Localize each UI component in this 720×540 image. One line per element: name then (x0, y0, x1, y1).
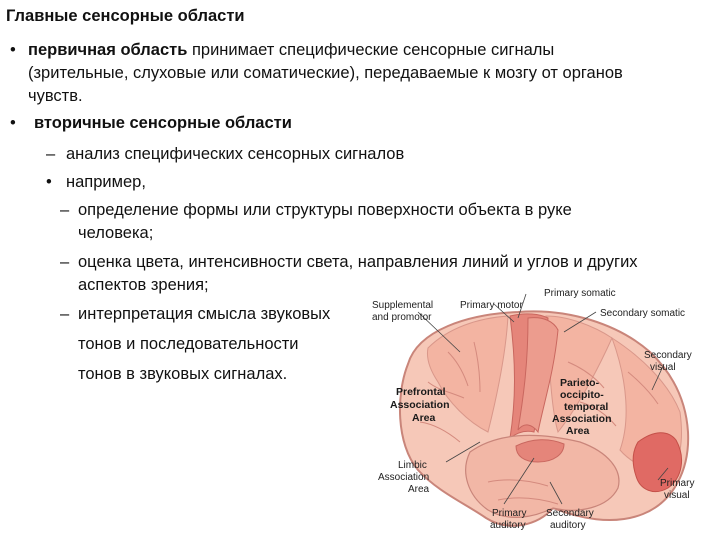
slide-title: Главные сенсорные области (6, 7, 245, 25)
label-parieto-5: Area (566, 425, 590, 437)
bullet-text: чувств. (28, 87, 83, 105)
term-secondary-areas: вторичные сенсорные области (34, 114, 292, 132)
example-text: интерпретация смысла звуковых (78, 305, 331, 323)
label-parieto-1: Parieto- (560, 377, 600, 389)
dash-marker: – (60, 305, 70, 323)
bullet-text: (зрительные, слуховые или соматические), передаваемые к мозгу от органов (28, 64, 623, 82)
example-text: оценка цвета, интенсивности света, направления линий и углов и других (78, 253, 638, 271)
label-prefrontal-3: Area (412, 412, 436, 424)
example-text: тонов в звуковых сигналах. (78, 365, 288, 383)
example-text: аспектов зрения; (78, 276, 209, 294)
label-limbic-2: Association (378, 472, 430, 483)
label-primary-visual-1: Primary (660, 478, 695, 489)
dash-marker: – (46, 145, 56, 163)
dash-marker: – (60, 253, 70, 271)
sub-item-text: анализ специфических сенсорных сигналов (66, 145, 405, 163)
label-secondary-somatic: Secondary somatic (600, 308, 686, 319)
bullet-marker: • (10, 41, 16, 59)
sub-item-text: например, (66, 173, 146, 191)
label-primary-auditory-1: Primary (492, 508, 527, 519)
label-parieto-3: temporal (564, 401, 609, 413)
dash-marker: – (60, 201, 70, 219)
label-limbic-3: Area (408, 484, 430, 495)
label-supplemental: Supplemental (372, 300, 434, 311)
label-parieto-4: Association (552, 413, 612, 425)
label-promotor: and promotor (372, 312, 432, 323)
label-secondary-auditory-2: auditory (550, 520, 586, 531)
example-text: человека; (78, 224, 154, 242)
label-secondary-auditory-1: Secondary (546, 508, 594, 519)
label-prefrontal-2: Association (390, 399, 450, 411)
example-text: тонов и последовательности (78, 335, 299, 353)
label-secondary-visual-1: Secondary (644, 350, 692, 361)
label-primary-motor: Primary motor (460, 300, 523, 311)
label-primary-visual-2: visual (664, 490, 690, 501)
label-primary-auditory-2: auditory (490, 520, 526, 531)
label-prefrontal-1: Prefrontal (396, 386, 446, 398)
label-limbic-1: Limbic (398, 460, 427, 471)
term-primary-area: первичная область (28, 41, 188, 59)
bullet-primary-area (28, 40, 554, 60)
label-secondary-visual-2: visual (650, 362, 676, 373)
bullet-marker: • (10, 114, 16, 132)
example-text: определение формы или структуры поверхности объекта в руке (78, 201, 572, 219)
bullet-text: принимает специфические сенсорные сигналы (191, 41, 555, 59)
label-parieto-2: occipito- (560, 389, 604, 401)
bullet-marker: • (46, 173, 52, 191)
brain-diagram (368, 282, 720, 540)
label-primary-somatic: Primary somatic (544, 288, 616, 299)
